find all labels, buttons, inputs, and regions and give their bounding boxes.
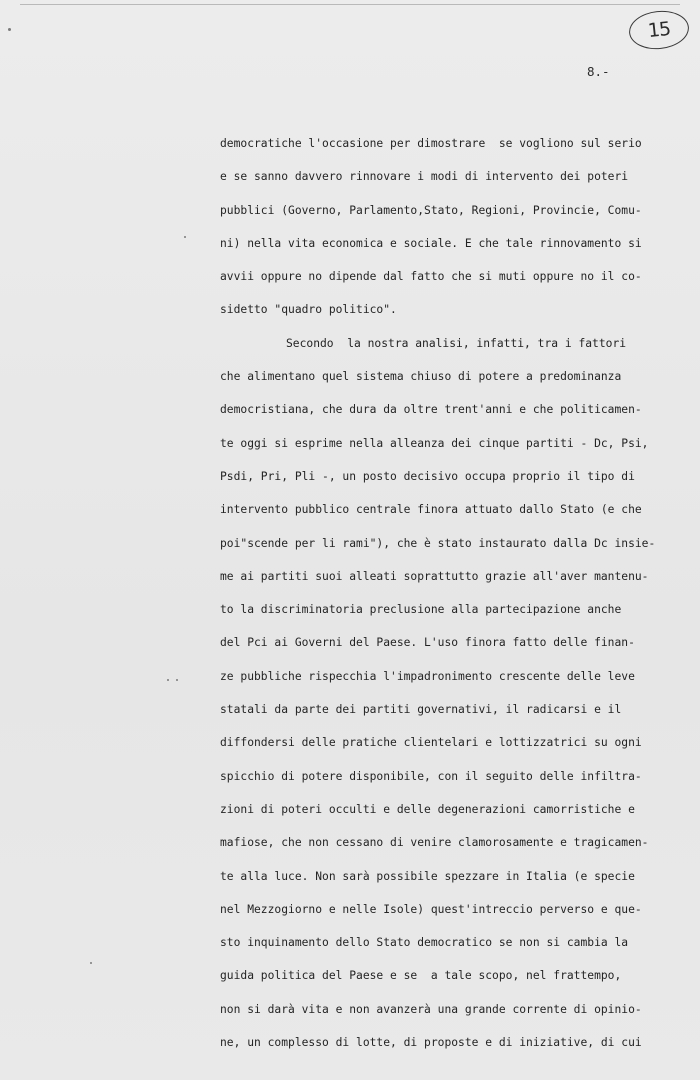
text-line: avvii oppure no dipende dal fatto che si muti oppure no il co- (220, 270, 642, 284)
text-line: intervento pubblico centrale finora attuato dallo Stato (e che (220, 503, 642, 517)
stamp-number: 15 (646, 17, 672, 43)
text-line: to la discriminatoria preclusione alla partecipazione anche (220, 603, 622, 617)
text-line: ne, un complesso di lotte, di proposte e di iniziative, di cui (220, 1036, 642, 1050)
text-line: sto inquinamento dello Stato democratico se non si cambia la (220, 936, 629, 950)
page-stamp (627, 8, 691, 52)
text-line: e se sanno davvero rinnovare i modi di intervento dei poteri (220, 170, 629, 184)
text-line: Psdi, Pri, Pli -, un posto decisivo occupa proprio il tipo di (220, 469, 635, 483)
text-line: spicchio di potere disponibile, con il seguito delle infiltra- (220, 769, 642, 783)
text-line: te oggi si esprime nella alleanza dei cinque partiti - Dc, Psi, (220, 436, 649, 450)
page-number: 8.- (587, 64, 610, 79)
text-line: nel Mezzogiorno e nelle Isole) quest'intreccio perverso e que- (220, 902, 642, 916)
text-line: statali da parte dei partiti governativi, il radicarsi e il (220, 703, 622, 717)
text-line: me ai partiti suoi alleati soprattutto grazie all'aver mantenu- (220, 569, 649, 583)
text-line: che alimentano quel sistema chiuso di potere a predominanza (220, 370, 622, 384)
text-line: mafiose, che non cessano di venire clamorosamente e tragicamen- (220, 836, 649, 850)
paper-speck (167, 679, 169, 681)
text-line: non si darà vita e non avanzerà una grande corrente di opinio- (220, 1002, 642, 1016)
text-line: ni) nella vita economica e sociale. E che tale rinnovamento si (220, 236, 642, 250)
paper-speck (8, 28, 11, 31)
text-line: pubblici (Governo, Parlamento,Stato, Regioni, Provincie, Comu- (220, 203, 642, 217)
text-line: ze pubbliche rispecchia l'impadronimento crescente delle leve (220, 669, 635, 683)
body-text (220, 127, 660, 1059)
text-line: democristiana, che dura da oltre trent'anni e che politicamen- (220, 403, 642, 417)
text-line: zioni di poteri occulti e delle degenerazioni camorristiche e (220, 802, 635, 816)
text-line: democratiche l'occasione per dimostrare se vogliono sul serio (220, 137, 642, 150)
text-line: te alla luce. Non sarà possibile spezzare in Italia (e specie (220, 869, 635, 883)
text-line: guida politica del Paese e se a tale scopo, nel frattempo, (220, 969, 622, 983)
paper-speck (90, 962, 92, 964)
paper-speck (176, 679, 178, 681)
text-line: del Pci ai Governi del Paese. L'uso finora fatto delle finan- (220, 636, 635, 650)
paragraph-start-line: Secondo la nostra analisi, infatti, tra i fattori (286, 336, 627, 350)
text-line: diffondersi delle pratiche clientelari e lottizzatrici su ogni (220, 736, 642, 750)
text-line: sidetto "quadro politico". (220, 303, 397, 317)
paper-speck (184, 236, 186, 238)
top-edge-rule (20, 4, 680, 5)
text-line: poi"scende per li rami"), che è stato instaurato dalla Dc insie- (220, 536, 656, 550)
